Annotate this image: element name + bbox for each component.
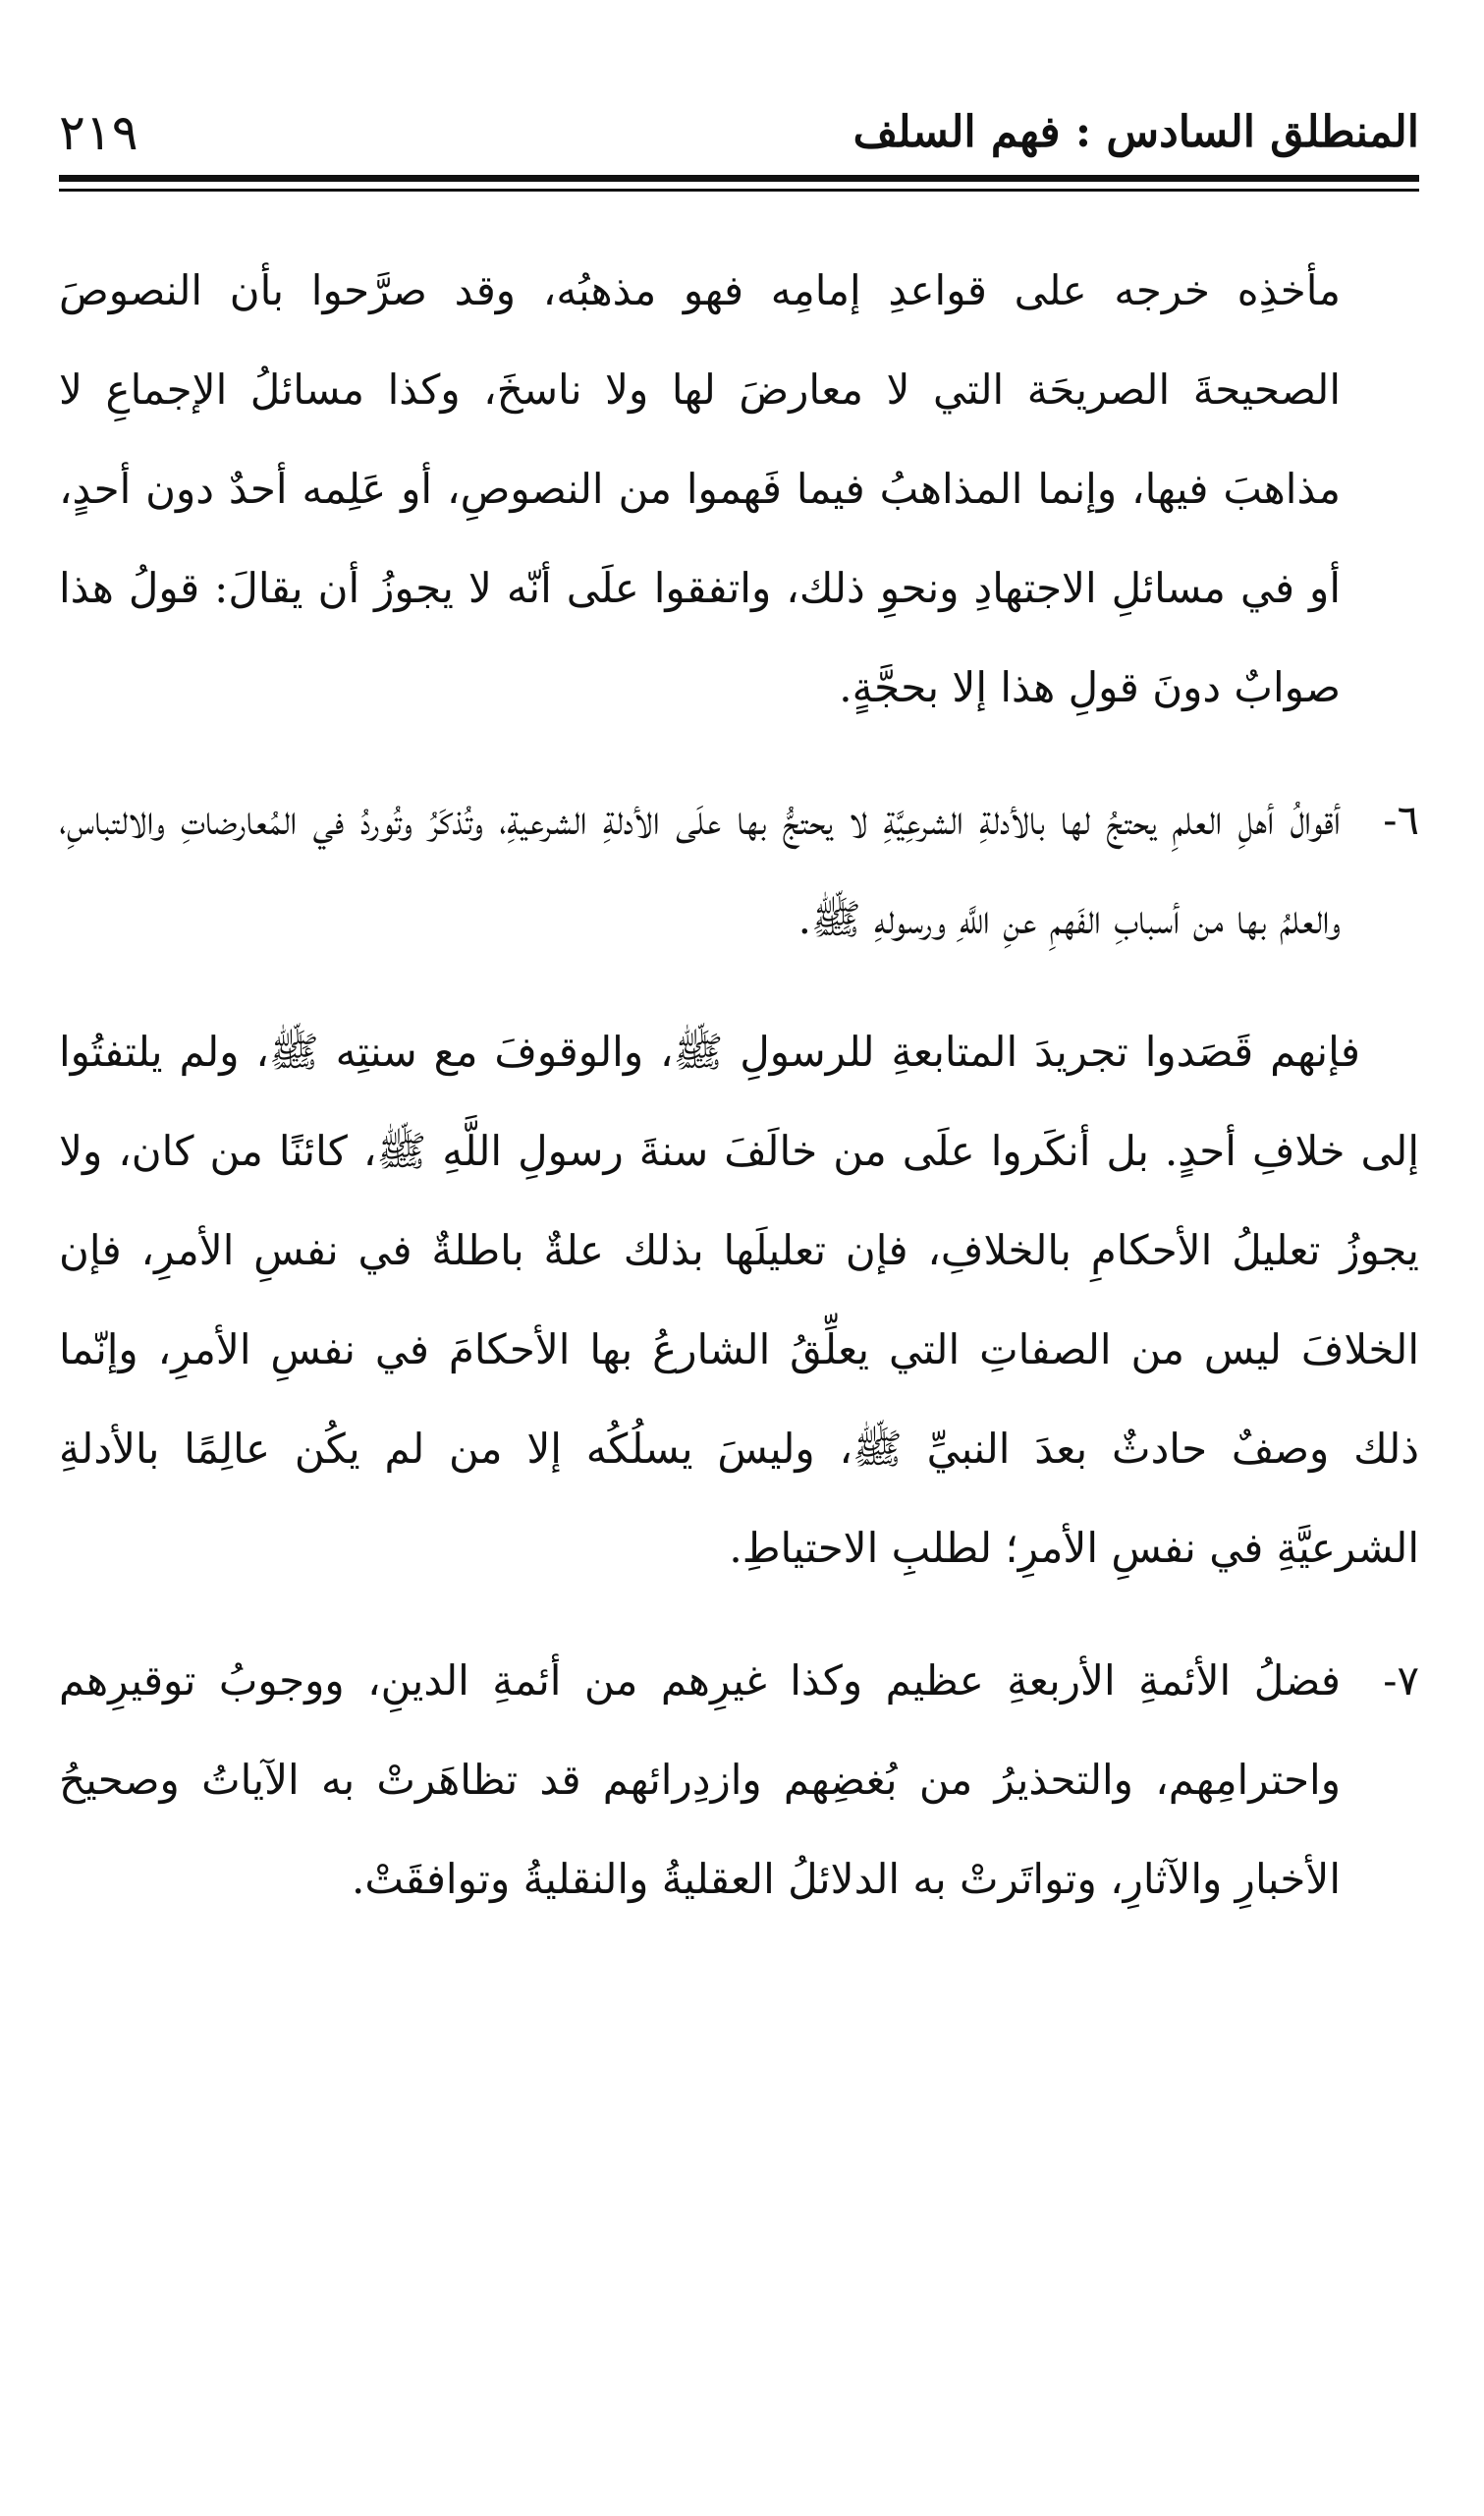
header-rule-thick	[59, 175, 1419, 182]
running-title: المنطلق السادس : فهم السلف	[852, 107, 1419, 157]
page-header	[59, 93, 1419, 172]
page-body	[59, 241, 1419, 1929]
item-number: ٦-	[1383, 796, 1419, 844]
page-number: ٢١٩	[59, 104, 138, 161]
item-text: فضلُ الأئمةِ الأربعةِ عظيم وكذا غيرِهم من أئمةِ الدينِ، ووجوبُ توقيرِهم واحترامِهم، والتحذيرُ من بُغضِهم وازدِرائهم قد تظاهَرتْ به الآياتُ وصحيحُ الأخبارِ والآثارِ، وتواتَرتْ به الدلائلُ العقليةُ والنقليةُ وتوافقَتْ.	[59, 1656, 1341, 1903]
item-text: أقوالُ أهلِ العلمِ يحتجُ لها بالأدلةِ الشرعِيَّةِ لا يحتجُّ بها علَى الأدلةِ الشرعيةِ، وتُذكَرُ وتُوردُ في المُعارضاتِ والالتباسِ، والعلمُ بها من أسبابِ الفَهمِ عنِ اللَّهِ ورسولهِ ﷺ.	[59, 796, 1341, 943]
numbered-item-6	[59, 770, 1419, 969]
item-number: ٧-	[1383, 1656, 1419, 1705]
paragraph-indented: فإنهم قَصَدوا تجريدَ المتابعةِ للرسولِ ﷺ، والوقوفَ مع سنتِه ﷺ، ولم يلتفتُوا إلى خلافِ أحدٍ. بل أنكَروا علَى من خالَفَ سنةَ رسولِ اللَّهِ ﷺ، كائنًا من كان، ولا يجوزُ تعليلُ الأحكامِ بالخلافِ، فإن تعليلَها بذلك علةٌ باطلةٌ في نفسِ الأمرِ، فإن الخلافَ ليس من الصفاتِ التي يعلِّقُ الشارعُ بها الأحكامَ في نفسِ الأمرِ، وإنّما ذلك وصفٌ حادثٌ بعدَ النبيِّ ﷺ، وليسَ يسلُكُه إلا من لم يكُن عالِمًا بالأدلةِ الشرعيَّةِ في نفسِ الأمرِ؛ لطلبِ الاحتياطِ.	[59, 1028, 1419, 1572]
paragraph-continuation: مأخذِه خرجه على قواعدِ إمامِه فهو مذهبُه، وقد صرَّحوا بأن النصوصَ الصحيحةَ الصريحَة التي لا معارضَ لها ولا ناسخَ، وكذا مسائلُ الإجماعِ لا مذاهبَ فيها، وإنما المذاهبُ فيما فَهموا من النصوصِ، أو عَلِمه أحدٌ دون أحدٍ، أو في مسائلِ الاجتهادِ ونحوِ ذلك، واتفقوا علَى أنّه لا يجوزُ أن يقالَ: قولُ هذا صوابٌ دونَ قولِ هذا إلا بحجَّةٍ.	[59, 266, 1341, 711]
header-rule-thin	[59, 189, 1419, 192]
numbered-item-7	[59, 1631, 1419, 1929]
